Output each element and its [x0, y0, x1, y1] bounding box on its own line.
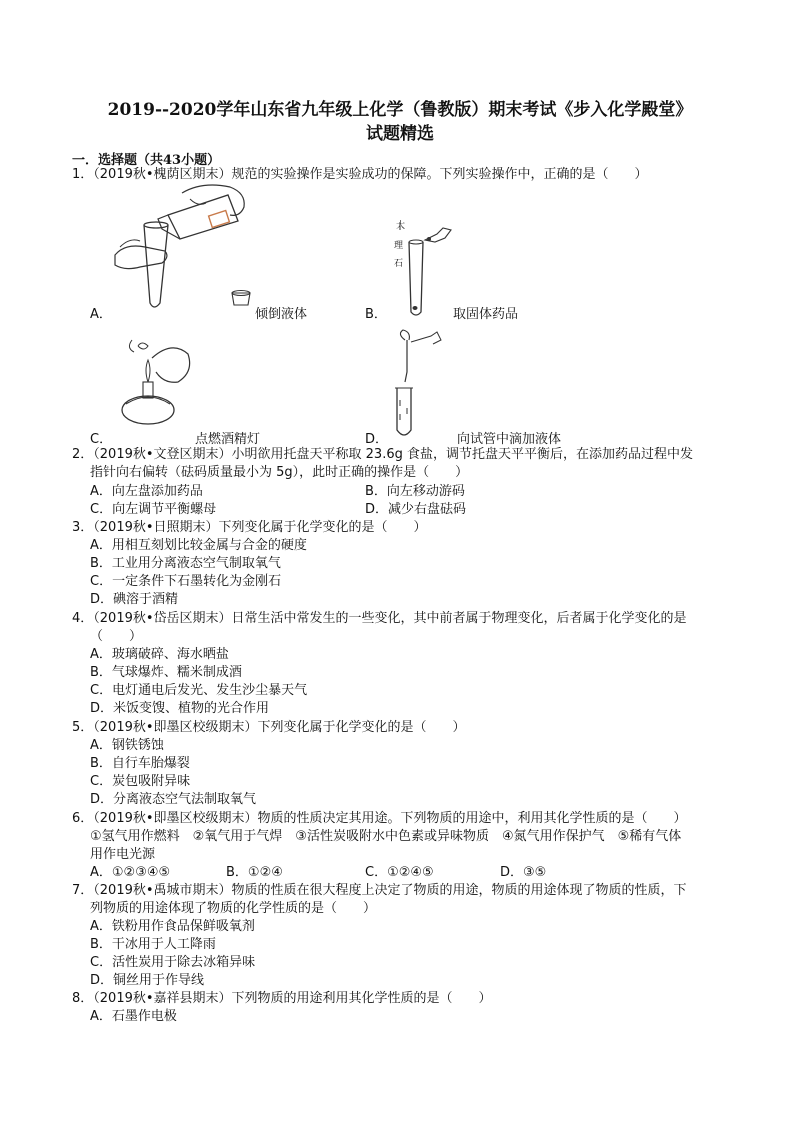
section-heading: 一．选择题（共43小题）: [72, 153, 221, 168]
question-7-option-d: D．铜丝用于作导线: [90, 973, 205, 988]
figure-b-label-2: 理: [394, 241, 404, 251]
question-5-option-b: B．自行车胎爆裂: [90, 756, 190, 771]
page-title-line1: 2019--2020学年山东省九年级上化学（鲁教版）期末考试《步入化学殿堂》: [107, 100, 693, 120]
question-6-option-c: C．①②④⑤: [365, 865, 434, 880]
option-a-letter: A．: [90, 307, 112, 322]
question-2-stem-2: 指针向右偏转（砝码质量最小为 5g），此时正确的操作是（ ）: [90, 465, 469, 480]
question-2-option-c: C．向左调节平衡螺母: [90, 502, 217, 517]
figure-dropping-liquid: [385, 330, 445, 440]
question-7-option-b: B．干冰用于人工降雨: [90, 937, 216, 952]
figure-taking-solid: [395, 220, 455, 320]
page-title-line2: 试题精选: [366, 124, 434, 144]
question-5-option-c: C．炭包吸附异味: [90, 774, 191, 789]
question-3-option-d: D．碘溶于酒精: [90, 592, 179, 607]
question-7-option-c: C．活性炭用于除去冰箱异味: [90, 955, 256, 970]
option-c-letter: C．: [90, 432, 113, 447]
option-a-caption: 倾倒液体: [255, 307, 308, 322]
question-8-option-a: A．石墨作电极: [90, 1009, 177, 1024]
option-c-caption: 点燃酒精灯: [195, 432, 261, 447]
question-3-stem: 3．（2019秋•日照期末）下列变化属于化学变化的是（ ）: [72, 520, 427, 535]
option-d-letter: D．: [365, 432, 389, 447]
question-3-option-b: B．工业用分离液态空气制取氧气: [90, 556, 281, 571]
question-7-option-a: A．铁粉用作食品保鲜吸氧剂: [90, 919, 255, 934]
question-3-option-c: C．一定条件下石墨转化为金刚石: [90, 574, 282, 589]
question-6-stem: 6．（2019秋•即墨区校级期末）物质的性质决定其用途。下列物质的用途中，利用其化学性质的是（ ）: [72, 811, 687, 826]
question-7-stem-1: 7．（2019秋•禹城市期末）物质的性质在很大程度上决定了物质的用途，物质的用途体现了物质的性质，下: [72, 883, 687, 898]
question-2-option-a: A．向左盘添加药品: [90, 484, 203, 499]
question-2-option-b: B．向左移动游码: [365, 484, 465, 499]
question-3-option-a: A．用相互刻划比较金属与合金的硬度: [90, 538, 307, 553]
question-2-stem-1: 2．（2019秋•文登区期末）小明欲用托盘天平称取 23.6g 食盐，调节托盘天平平衡后，在添加药品过程中发: [72, 447, 693, 462]
option-b-letter: B．: [365, 307, 387, 322]
question-6-option-a: A．①②③④⑤: [90, 865, 171, 880]
question-7-stem-2: 列物质的用途体现了物质的化学性质的是（ ）: [90, 901, 377, 916]
figure-b-label-1: 大: [396, 221, 406, 231]
question-4-stem-1: 4．（2019秋•岱岳区期末）日常生活中常发生的一些变化，其中前者属于物理变化，后者属于化学变化的是: [72, 611, 687, 626]
question-1-stem: 1．（2019秋•槐荫区期末）规范的实验操作是实验成功的保障。下列实验操作中，正确的是（ ）: [72, 167, 648, 182]
figure-pouring-liquid: [110, 185, 250, 315]
figure-lighting-alcohol-lamp: [112, 338, 192, 428]
question-4-option-d: D．米饭变馊、植物的光合作用: [90, 701, 270, 716]
figure-b-label-3: 石: [394, 259, 404, 269]
question-6-option-b: B．①②④: [226, 865, 283, 880]
question-5-option-a: A．钢铁锈蚀: [90, 738, 164, 753]
question-5-stem: 5．（2019秋•即墨区校级期末）下列变化属于化学变化的是（ ）: [72, 720, 466, 735]
question-6-items-1: ①氢气用作燃料 ②氧气用于气焊 ③活性炭吸附水中色素或异味物质 ④氮气用作保护气 ⑤稀有气体: [90, 829, 682, 844]
question-2-option-d: D．减少右盘砝码: [365, 502, 467, 517]
option-d-caption: 向试管中滴加液体: [457, 432, 562, 447]
question-8-stem: 8．（2019秋•嘉祥县期末）下列物质的用途利用其化学性质的是（ ）: [72, 991, 492, 1006]
question-4-option-a: A．玻璃破碎、海水晒盐: [90, 647, 229, 662]
option-b-caption: 取固体药品: [453, 307, 519, 322]
question-4-option-b: B．气球爆炸、糯米制成酒: [90, 665, 242, 680]
question-4-option-c: C．电灯通电后发光、发生沙尘暴天气: [90, 683, 308, 698]
question-6-option-d: D．③⑤: [500, 865, 547, 880]
question-6-items-2: 用作电光源: [90, 847, 156, 862]
question-5-option-d: D．分离液态空气法制取氧气: [90, 792, 257, 807]
question-4-stem-2: （ ）: [90, 629, 143, 644]
